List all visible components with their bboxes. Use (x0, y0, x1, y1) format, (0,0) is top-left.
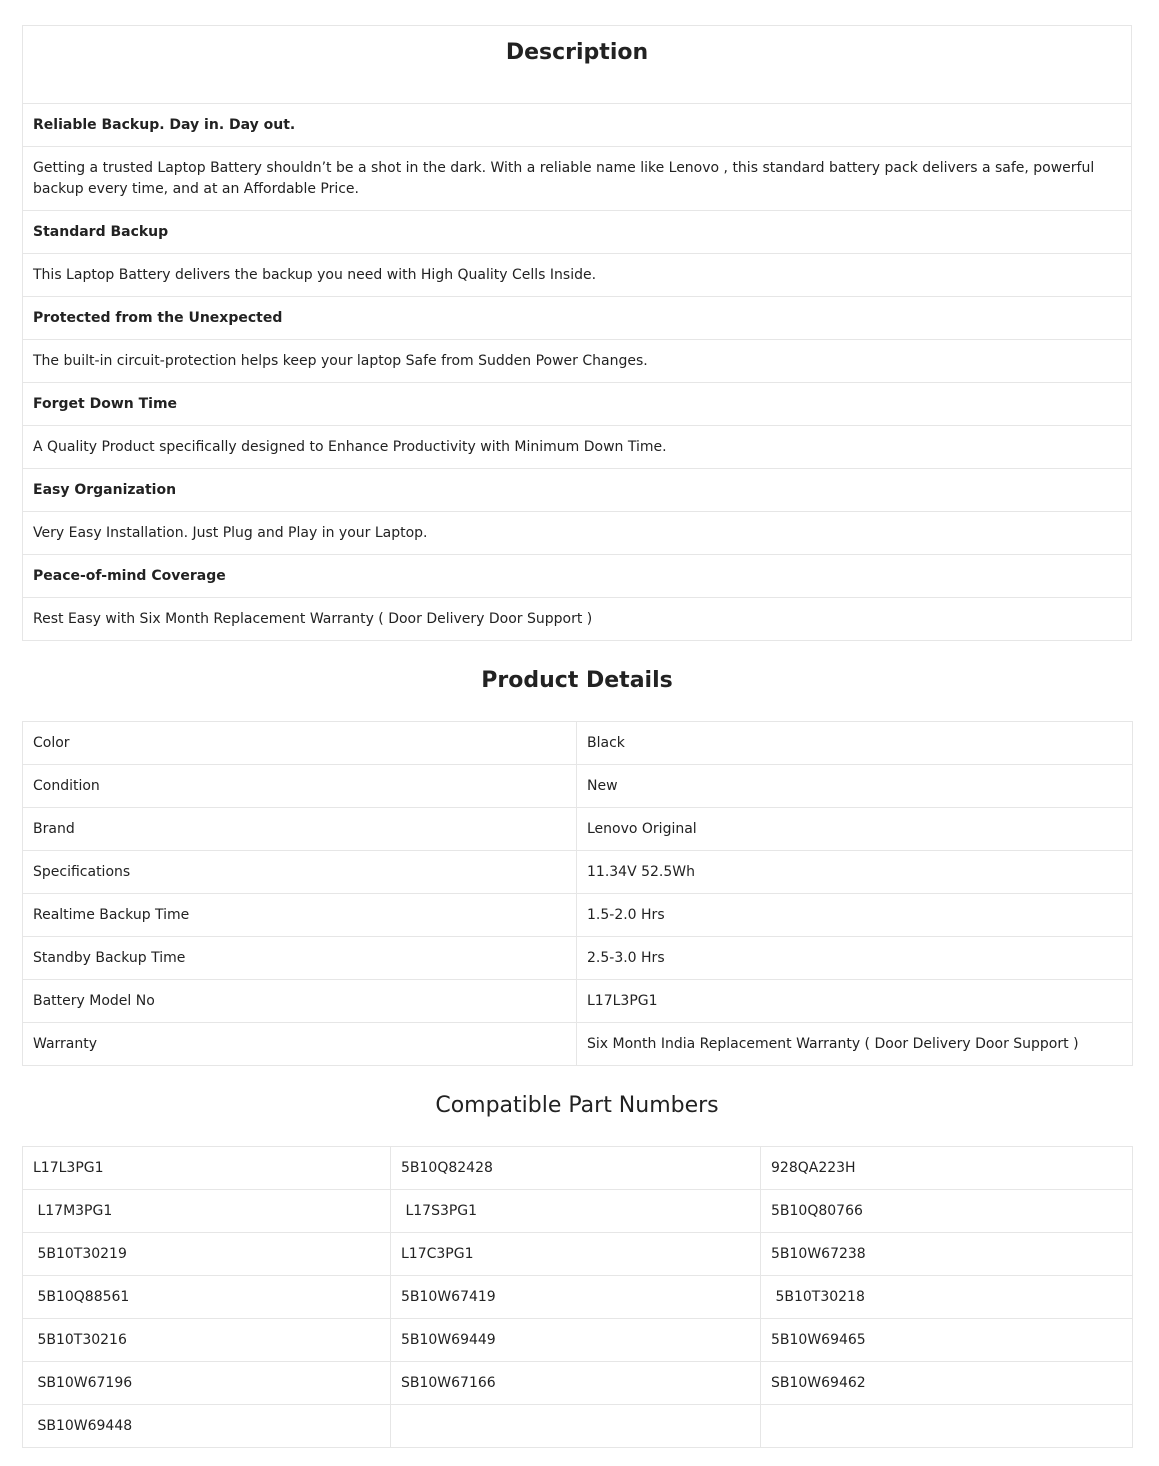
description-text-row (23, 147, 1132, 211)
compatible-parts-row (23, 1362, 1133, 1405)
product-detail-value: New (577, 765, 1133, 808)
compatible-parts-row (23, 1147, 1133, 1190)
product-details-row (23, 808, 1133, 851)
compatible-parts-table (22, 1146, 1133, 1448)
product-detail-value: Black (577, 722, 1133, 765)
description-title-cell (23, 26, 1132, 104)
product-detail-label: Battery Model No (23, 980, 577, 1023)
description-heading: Forget Down Time (23, 383, 1132, 426)
part-number-cell: 5B10T30218 (761, 1276, 1133, 1319)
description-text-row (23, 598, 1132, 641)
product-details-row (23, 894, 1133, 937)
description-text: Getting a trusted Laptop Battery shouldn’t be a shot in the dark. With a reliable name like Lenovo , this standard battery pack delivers a safe, powerful backup every time, and at an Affordable Price. (23, 147, 1132, 211)
description-heading: Reliable Backup. Day in. Day out. (23, 104, 1132, 147)
part-number-cell: L17L3PG1 (23, 1147, 391, 1190)
product-detail-label: Warranty (23, 1023, 577, 1066)
product-detail-value: 11.34V 52.5Wh (577, 851, 1133, 894)
description-text: A Quality Product specifically designed to Enhance Productivity with Minimum Down Time. (23, 426, 1132, 469)
product-detail-value: 2.5-3.0 Hrs (577, 937, 1133, 980)
product-detail-value: L17L3PG1 (577, 980, 1133, 1023)
part-number-cell: SB10W69462 (761, 1362, 1133, 1405)
description-body (23, 104, 1132, 641)
product-details-row (23, 765, 1133, 808)
product-details-body (23, 722, 1133, 1066)
product-detail-label: Standby Backup Time (23, 937, 577, 980)
product-detail-value: 1.5-2.0 Hrs (577, 894, 1133, 937)
description-text: The built-in circuit-protection helps keep your laptop Safe from Sudden Power Changes. (23, 340, 1132, 383)
part-number-cell: 928QA223H (761, 1147, 1133, 1190)
product-details-row (23, 937, 1133, 980)
description-heading: Peace-of-mind Coverage (23, 555, 1132, 598)
product-details-row (23, 980, 1133, 1023)
compatible-parts-row (23, 1233, 1133, 1276)
product-detail-label: Realtime Backup Time (23, 894, 577, 937)
compatible-parts-row (23, 1276, 1133, 1319)
description-text-row (23, 426, 1132, 469)
part-number-cell (761, 1405, 1133, 1448)
description-heading: Easy Organization (23, 469, 1132, 512)
part-number-cell: L17M3PG1 (23, 1190, 391, 1233)
description-heading: Protected from the Unexpected (23, 297, 1132, 340)
description-text-row (23, 340, 1132, 383)
part-number-cell: 5B10Q80766 (761, 1190, 1133, 1233)
part-number-cell: 5B10W67238 (761, 1233, 1133, 1276)
description-heading-row (23, 383, 1132, 426)
description-title: Description (505, 40, 649, 65)
page-content (22, 25, 1132, 1448)
compatible-parts-row (23, 1190, 1133, 1233)
part-number-cell: 5B10W69465 (761, 1319, 1133, 1362)
description-text: Very Easy Installation. Just Plug and Play in your Laptop. (23, 512, 1132, 555)
description-heading-row (23, 469, 1132, 512)
description-text: Rest Easy with Six Month Replacement Warranty ( Door Delivery Door Support ) (23, 598, 1132, 641)
part-number-cell: L17S3PG1 (391, 1190, 761, 1233)
product-detail-label: Brand (23, 808, 577, 851)
product-detail-label: Color (23, 722, 577, 765)
part-number-cell (391, 1405, 761, 1448)
product-detail-label: Condition (23, 765, 577, 808)
product-detail-label: Specifications (23, 851, 577, 894)
product-details-title: Product Details (481, 668, 673, 693)
description-text: This Laptop Battery delivers the backup you need with High Quality Cells Inside. (23, 254, 1132, 297)
part-number-cell: 5B10W67419 (391, 1276, 761, 1319)
product-details-row (23, 1023, 1133, 1066)
compatible-parts-body (23, 1147, 1133, 1448)
compatible-parts-row (23, 1405, 1133, 1448)
part-number-cell: L17C3PG1 (391, 1233, 761, 1276)
description-text-row (23, 512, 1132, 555)
description-heading-row (23, 555, 1132, 598)
part-number-cell: SB10W69448 (23, 1405, 391, 1448)
product-detail-value: Six Month India Replacement Warranty ( Door Delivery Door Support ) (577, 1023, 1133, 1066)
description-heading: Standard Backup (23, 211, 1132, 254)
description-table (22, 25, 1132, 641)
description-heading-row (23, 211, 1132, 254)
product-detail-value: Lenovo Original (577, 808, 1133, 851)
part-number-cell: 5B10T30219 (23, 1233, 391, 1276)
part-number-cell: 5B10W69449 (391, 1319, 761, 1362)
part-number-cell: SB10W67196 (23, 1362, 391, 1405)
description-heading-row (23, 104, 1132, 147)
part-number-cell: 5B10Q88561 (23, 1276, 391, 1319)
part-number-cell: 5B10T30216 (23, 1319, 391, 1362)
description-text-row (23, 254, 1132, 297)
compatible-parts-row (23, 1319, 1133, 1362)
compatible-parts-title: Compatible Part Numbers (435, 1093, 719, 1118)
description-heading-row (23, 297, 1132, 340)
part-number-cell: 5B10Q82428 (391, 1147, 761, 1190)
product-details-row (23, 851, 1133, 894)
part-number-cell: SB10W67166 (391, 1362, 761, 1405)
product-details-row (23, 722, 1133, 765)
product-details-table (22, 721, 1133, 1066)
